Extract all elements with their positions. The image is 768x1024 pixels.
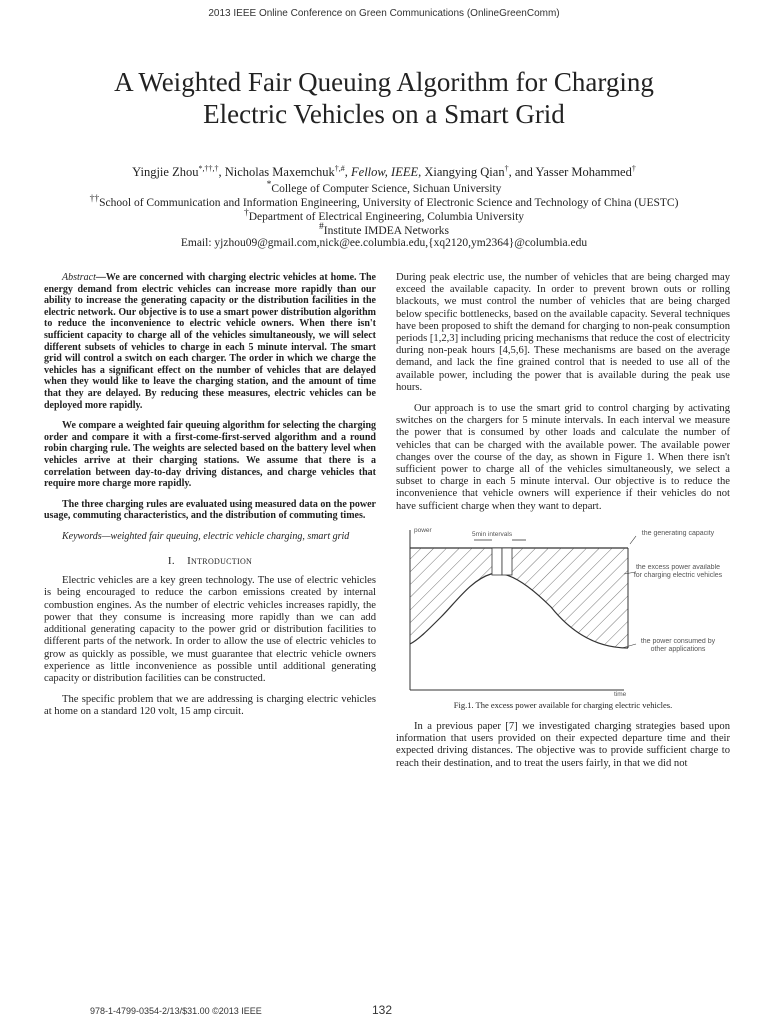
interval-label: 5min intervals (472, 530, 513, 538)
figure-1 (396, 522, 730, 697)
x-axis-label: time (614, 690, 627, 697)
section-heading-introduction (44, 555, 376, 567)
author-list: Yingjie Zhou*,††,†, Nicholas Maxemchuk†,#, Fellow, IEEE, Xiangying Qian†, and Yasser Mohammed† (132, 164, 636, 180)
abstract-paragraph-2: We compare a weighted fair queuing algorithm for selecting the charging order and compare it with a first-come-first-served algorithm and a round robin charging rule. The weights are selected based on the battery level when vehicles arrive at their charging stations. We assume that there is a correlation between day-to-day driving distances, and charge vehicles that require more charge more rapidly. (44, 420, 376, 490)
author-2-marks: †,# (334, 164, 345, 173)
interval-bar-1 (492, 548, 502, 575)
right-column (396, 272, 730, 779)
other-label: the power consumed by other applications (640, 637, 716, 653)
author-3-marks: † (504, 164, 509, 173)
paper-title (40, 66, 728, 130)
other-label-box (632, 638, 724, 674)
abstract-paragraph-3: The three charging rules are evaluated using measured data on the power usage, commuting characteristics, and the distribution of commuting times. (44, 498, 376, 522)
body-paragraph-3: In a previous paper [7] we investigated charging strategies based upon information that users provided on their expected departure time and their expected driving distances. The objective was to provide sufficient charge to reach their destination, and to treat the users fairly, in that we did not (396, 721, 730, 769)
left-column (44, 272, 376, 728)
body-paragraph-2: Our approach is to use the smart grid to control charging by activating switches on the chargers for 5 minute intervals. In each interval we measure the power that is consumed by other loads and calculate the number of vehicles that can be charged with the available power. The available power changes over the course of the day, as shown in Figure 1. When there isn't sufficient power to charge all of the vehicles simultaneously, we select a subset to charge in each 5 minute interval. Our objective is to reduce the inconvenience that vehicle owners will experience if their vehicles do not have sufficient charge when they want to depart. (396, 403, 730, 512)
intro-paragraph-2: The specific problem that we are addressing is charging electric vehicles at home on a standard 120 volt, 15 amp circuit. (44, 694, 376, 718)
affiliation-2-mark: †† (89, 193, 100, 204)
excess-label-box (632, 564, 724, 604)
excess-power-area (410, 548, 628, 648)
abstract-label: Abstract (62, 272, 96, 283)
capacity-label-box (632, 530, 724, 560)
author-1-marks: *,††,† (198, 164, 219, 173)
affiliation-3-mark: † (243, 207, 249, 218)
page-number: 132 (372, 1003, 393, 1017)
author-4: Yasser Mohammed (535, 165, 632, 180)
excess-label: the excess power available for charging electric vehicles (633, 563, 723, 579)
conference-header: 2013 IEEE Online Conference on Green Communications (OnlineGreenComm) (208, 8, 560, 19)
affiliation-1-text: College of Computer Science, Sichuan University (271, 182, 502, 195)
affiliation-2-text: School of Communication and Information Engineering, University of Electronic Science and Technology of China (UESTC) (99, 196, 679, 209)
interval-bar-2 (502, 548, 512, 575)
abstract-paragraph-1 (44, 272, 376, 411)
email-line[interactable]: Email: yjzhou09@gmail.com,nick@ee.columbia.edu,{xq2120,ym2364}@columbia.edu (180, 237, 588, 249)
capacity-label: the generating capacity (641, 529, 715, 537)
body-paragraph-1: During peak electric use, the number of vehicles that are being charged may exceed the available capacity. In order to prevent brown outs or rolling blackouts, we must control the number of vehicles that are being charged below specific bottlenecks, based on the available capacity. Several techniques have been proposed to shift the demand for charging to non-peak consumption periods [1,2,3] including pricing mechanisms that reduce the cost of electricity during non-peak hours [4,5,6]. These mechanisms are based on the average demand, and lack the fine grained control that is needed to use all of the available power, including the power that is available during the peak use hours. (396, 272, 730, 393)
y-axis-label: power (414, 526, 432, 534)
section-title: Introduction (187, 555, 253, 568)
affiliation-4-mark: # (318, 221, 324, 232)
section-number: I. (167, 555, 175, 568)
author-1: Yingjie Zhou (132, 165, 199, 180)
figure-1-diagram (396, 522, 730, 697)
affiliation-3-text: Department of Electrical Engineering, Columbia University (248, 210, 525, 223)
keywords: Keywords—weighted fair queuing, electric vehicle charging, smart grid (62, 530, 350, 542)
footer-isbn: 978-1-4799-0354-2/13/$31.00 ©2013 IEEE (90, 1006, 262, 1016)
affiliation-4-text: Institute IMDEA Networks (323, 224, 449, 237)
title-line-2: Electric Vehicles on a Smart Grid (203, 99, 565, 129)
author-3: Xiangying Qian (424, 165, 505, 180)
author-4-marks: † (631, 164, 636, 173)
author-2: Nicholas Maxemchuk (224, 165, 335, 180)
author-2-title: Fellow, IEEE (351, 165, 419, 180)
intro-paragraph-1: Electric vehicles are a key green technology. The use of electric vehicles is being encouraged to reduce the carbon emissions created by internal combustion engines. As the number of electric vehicles increases rapidly, the power that they consume is increasing more rapidly than we can add additional generating capacity to the power grid or distribution facilities to different parts of the network. In order to allow the use of electric vehicles to grow as quickly as possible, we must guarantee that electric vehicle owners experience as little inconvenience as possible until additional generating capacity or distribution facilities can be constructed. (44, 575, 376, 684)
title-line-1: A Weighted Fair Queuing Algorithm for Charging (114, 67, 654, 97)
figure-1-caption: Fig.1. The excess power available for charging electric vehicles. (453, 699, 673, 710)
affiliation-1-mark: * (266, 179, 272, 190)
abstract-text-1: —We are concerned with charging electric vehicles at home. The energy demand from electric vehicles can increase more rapidly than our ability to increase the generating capacity or the distribution facilities in the electric network. Our objective is to use a smart power distribution algorithm to reduce the inconvenience to electric vehicle owners. When there isn't sufficient capacity to charge all of the vehicles simultaneously, we will select different subsets of vehicles to charge in each 5 minute interval. The smart grid will control a switch on each charger. The order in which we charge the vehicles has a significant effect on the number of vehicles that are delayed when they would like to leave the charging station, and the amount of time that they are delayed. By reducing these measures, electric vehicles can be deployed more rapidly. (44, 272, 376, 411)
